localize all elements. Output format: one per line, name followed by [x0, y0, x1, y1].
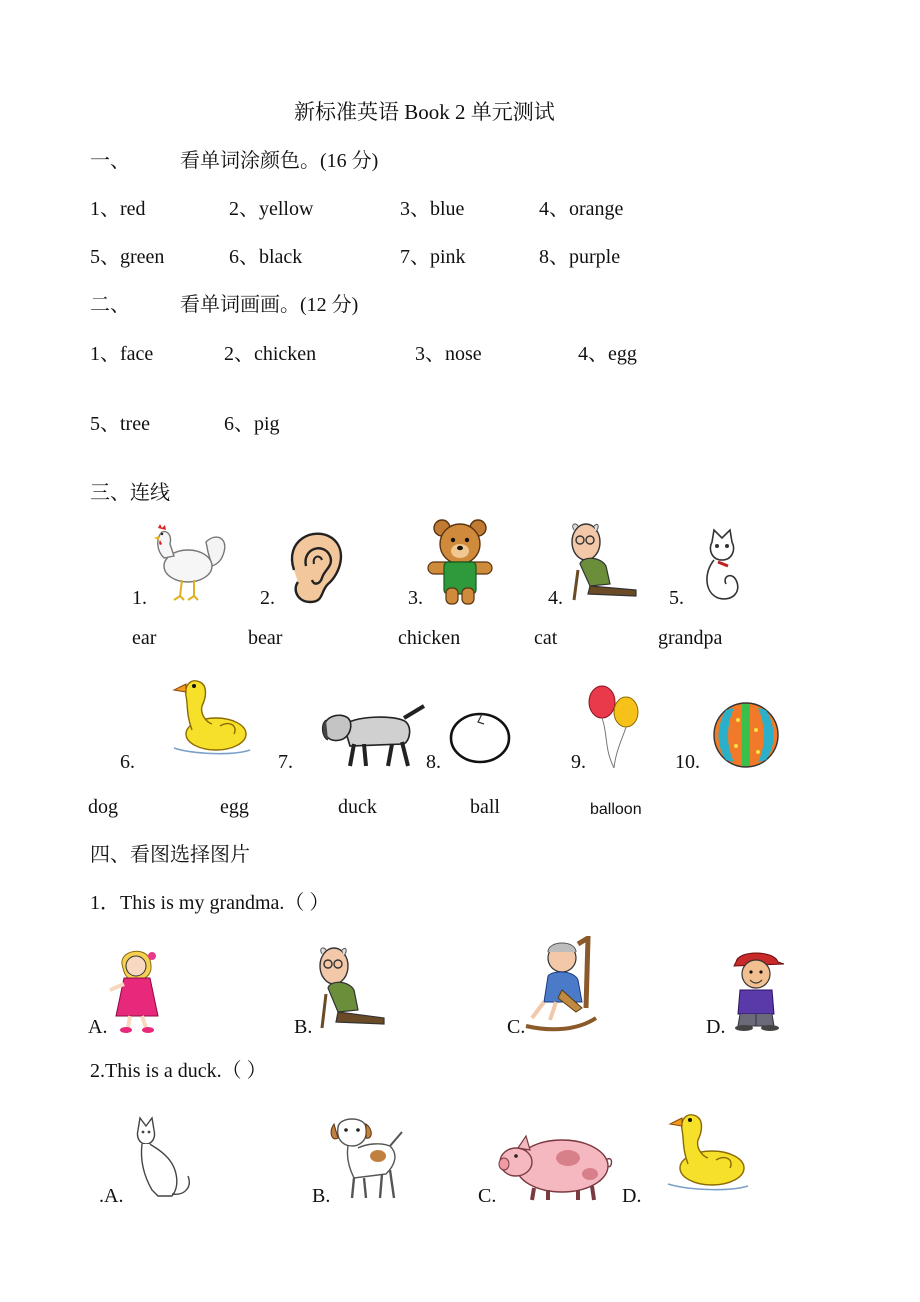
draw-word: 6、pig: [224, 413, 280, 435]
color-word: 5、green: [90, 246, 165, 268]
grandpa-icon: [560, 520, 638, 604]
match-number: 4.: [548, 587, 563, 609]
section2-number: 二、: [90, 294, 130, 316]
match-number: 5.: [669, 587, 684, 609]
duck-icon: [666, 1106, 750, 1194]
draw-word: 5、tree: [90, 413, 150, 435]
color-word: 3、blue: [400, 198, 465, 220]
dog-icon: [320, 704, 426, 770]
dog-icon: [326, 1114, 406, 1202]
grandpa-icon: [308, 944, 386, 1032]
option-b: B.: [294, 1016, 313, 1038]
egg-icon: [448, 710, 512, 766]
pig-icon: [498, 1130, 616, 1202]
ear-icon: [284, 530, 344, 606]
ball-icon: [712, 700, 780, 770]
question-1: 1．This is my grandma.（ ）: [90, 892, 330, 914]
section3-heading: 三、连线: [90, 482, 170, 504]
bear-icon: [424, 518, 496, 606]
color-word: 7、pink: [400, 246, 466, 268]
section2-heading: 看单词画画。(12 分): [180, 294, 359, 316]
match-word: bear: [248, 627, 283, 649]
option-d: D.: [706, 1016, 726, 1038]
duck-icon: [172, 674, 252, 758]
match-word: cat: [534, 627, 558, 649]
draw-word: 4、egg: [578, 343, 637, 365]
color-word: 8、purple: [539, 246, 621, 268]
page-title: 新标准英语 Book 2 单元测试: [294, 100, 555, 124]
match-number: 9.: [571, 751, 586, 773]
color-word: 4、orange: [539, 198, 624, 220]
boy-icon: [728, 946, 784, 1032]
match-word: grandpa: [658, 627, 723, 649]
match-number: 2.: [260, 587, 275, 609]
match-number: 7.: [278, 751, 293, 773]
color-word: 6、black: [229, 246, 303, 268]
option-a: A.: [88, 1016, 108, 1038]
option-a: .A.: [99, 1185, 124, 1207]
match-number: 10.: [675, 751, 700, 773]
match-number: 3.: [408, 587, 423, 609]
chicken-icon: [146, 522, 230, 604]
section1-number: 一、: [90, 150, 130, 172]
match-word: duck: [338, 796, 377, 818]
option-b: B.: [312, 1185, 331, 1207]
color-word: 2、yellow: [229, 198, 314, 220]
section1-heading: 看单词涂颜色。(16 分): [180, 150, 379, 172]
option-c: C.: [507, 1016, 526, 1038]
match-word: ball: [470, 796, 500, 818]
girl-icon: [106, 944, 170, 1034]
option-d: D.: [622, 1185, 642, 1207]
match-word: dog: [88, 796, 118, 818]
option-c: C.: [478, 1185, 497, 1207]
draw-word: 3、nose: [415, 343, 482, 365]
cat-icon: [698, 528, 748, 602]
match-number: 8.: [426, 751, 441, 773]
draw-word: 1、face: [90, 343, 154, 365]
match-word: ear: [132, 627, 157, 649]
balloon-icon: [586, 684, 642, 770]
section4-heading: 四、看图选择图片: [90, 844, 250, 866]
match-number: 6.: [120, 751, 135, 773]
match-number: 1.: [132, 587, 147, 609]
question-2: 2.This is a duck.（ ）: [90, 1060, 267, 1082]
color-word: 1、red: [90, 198, 146, 220]
draw-word: 2、chicken: [224, 343, 317, 365]
match-word: egg: [220, 796, 249, 818]
match-word: chicken: [398, 627, 461, 649]
grandma-icon: [522, 936, 598, 1034]
cat-icon: [132, 1116, 194, 1202]
match-word: balloon: [590, 801, 642, 818]
